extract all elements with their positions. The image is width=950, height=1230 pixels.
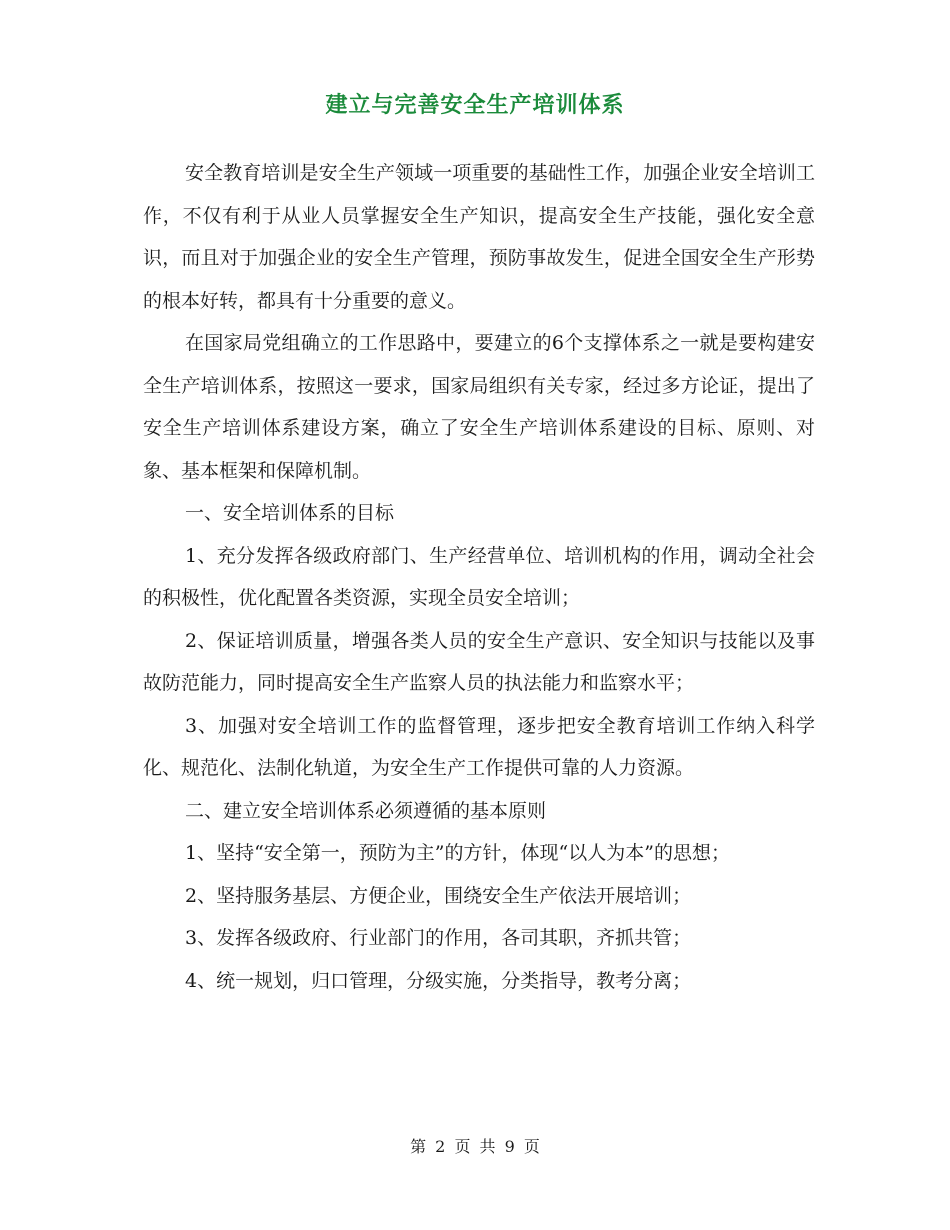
page-number-footer: 第 2 页 共 9 页 <box>410 1137 540 1156</box>
section-heading-goals: 一、安全培训体系的目标 <box>185 502 395 524</box>
list-item-principle-4: 4、统一规划，归口管理，分级实施，分类指导，教考分离； <box>185 969 692 992</box>
document-body <box>143 152 815 1002</box>
paragraph-context: 在国家局党组确立的工作思路中，要建立的6个支撑体系之一就是要构建安全生产培训体系，按照这一要求，国家局组织有关专家，经过多方论证，提出了安全生产培训体系建设方案，确立了安全生产培训体系建设的目标、原则、对象、基本框架和保障机制。 <box>143 332 815 482</box>
list-item-principle-3: 3、发挥各级政府、行业部门的作用，各司其职，齐抓共管； <box>185 927 692 949</box>
section-heading-principles: 二、建立安全培训体系必须遵循的基本原则 <box>185 799 547 822</box>
list-item-principle-2: 2、坚持服务基层、方便企业，围绕安全生产依法开展培训； <box>185 884 692 907</box>
list-item-goal-2: 2、保证培训质量，增强各类人员的安全生产意识、安全知识与技能以及事故防范能力，同时提高安全生产监察人员的执法能力和监察水平； <box>143 629 815 694</box>
document-title: 建立与完善安全生产培训体系 <box>325 93 625 118</box>
list-item-principle-1: 1、坚持“安全第一，预防为主”的方针，体现“以人为本”的思想； <box>185 842 730 864</box>
list-item-goal-1: 1、充分发挥各级政府部门、生产经营单位、培训机构的作用，调动全社会的积极性，优化配置各类资源，实现全员安全培训； <box>143 544 815 609</box>
paragraph-intro: 安全教育培训是安全生产领域一项重要的基础性工作，加强企业安全培训工作，不仅有利于从业人员掌握安全生产知识，提高安全生产技能，强化安全意识，而且对于加强企业的安全生产管理，预防事故发生，促进全国安全生产形势的根本好转，都具有十分重要的意义。 <box>143 162 815 312</box>
list-item-goal-3: 3、加强对安全培训工作的监督管理，逐步把安全教育培训工作纳入科学化、规范化、法制化轨道，为安全生产工作提供可靠的人力资源。 <box>143 714 815 779</box>
